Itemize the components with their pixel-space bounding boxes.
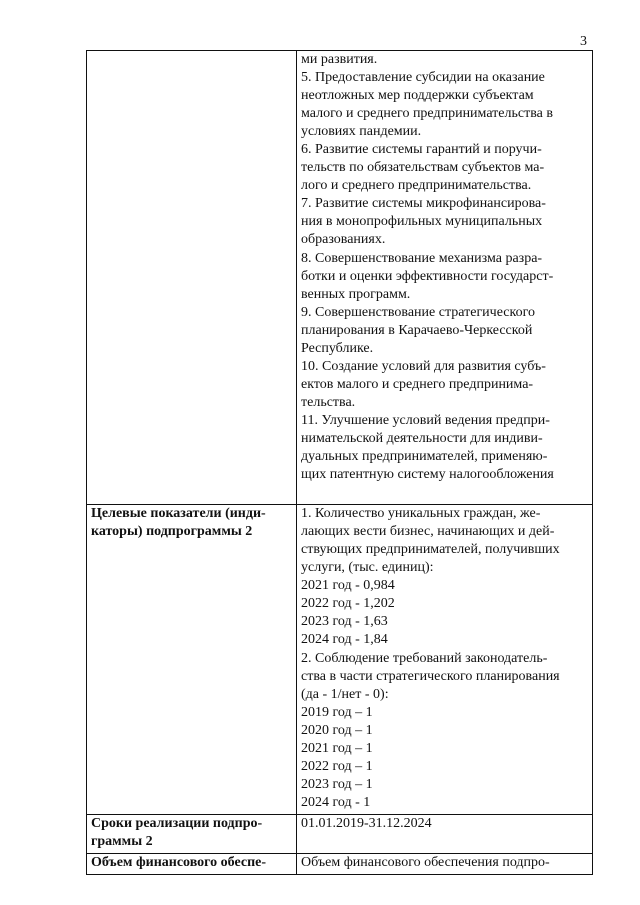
text-line: 2022 год - 1,202 bbox=[301, 596, 395, 612]
text-line: 8. Совершенствование механизма разра- bbox=[301, 250, 543, 266]
label-cell bbox=[87, 51, 297, 505]
text-line: лающих вести бизнес, начинающих и дей- bbox=[301, 524, 555, 540]
text-line: 2023 год - 1,63 bbox=[301, 614, 388, 630]
funding-cell bbox=[297, 854, 593, 875]
text-line: 6. Развитие системы гарантий и поручи- bbox=[301, 142, 542, 158]
text-line: нимательской деятельности для индиви- bbox=[301, 430, 543, 446]
text-line: 2021 год – 1 bbox=[301, 740, 373, 756]
text-line: малого и среднего предпринимательства в bbox=[301, 106, 553, 122]
text-line: 2023 год – 1 bbox=[301, 776, 373, 792]
text-line: венных программ. bbox=[301, 286, 411, 302]
text-line: ектов малого и среднего предпринима- bbox=[301, 376, 534, 392]
label-line: каторы) подпрограммы 2 bbox=[91, 524, 253, 540]
text-line: услуги, (тыс. единиц): bbox=[301, 560, 434, 576]
text-line: Республике. bbox=[301, 340, 374, 356]
text-line: 2019 год – 1 bbox=[301, 704, 373, 720]
table-row-funding bbox=[87, 854, 593, 875]
text-line: неотложных мер поддержки субъектам bbox=[301, 88, 534, 104]
text-line: (да - 1/нет - 0): bbox=[301, 686, 389, 702]
label-line: Объем финансового обеспе- bbox=[91, 855, 267, 871]
text-line: 2020 год – 1 bbox=[301, 722, 373, 738]
text-line: тельства. bbox=[301, 394, 356, 410]
text-line: образованиях. bbox=[301, 232, 386, 248]
text-line: 11. Улучшение условий ведения предпри- bbox=[301, 412, 550, 428]
period-cell bbox=[297, 814, 593, 853]
text-line: 2. Соблюдение требований законодатель- bbox=[301, 650, 548, 666]
funding-label-cell bbox=[87, 854, 297, 875]
text-line: 9. Совершенствование стратегического bbox=[301, 304, 535, 320]
text-line: 10. Создание условий для развития субъ- bbox=[301, 358, 546, 374]
text-line: ми развития. bbox=[301, 52, 378, 67]
text-line: 7. Развитие системы микрофинансирова- bbox=[301, 196, 546, 212]
subprogram-passport-table bbox=[86, 50, 593, 875]
page-number: 3 bbox=[580, 34, 587, 49]
text-line: тельств по обязательствам субъектов ма- bbox=[301, 160, 545, 176]
text-line: ствующих предпринимателей, получивших bbox=[301, 542, 560, 558]
label-line: Целевые показатели (инди- bbox=[91, 506, 266, 522]
tasks-cell bbox=[297, 51, 593, 505]
label-line: граммы 2 bbox=[91, 833, 153, 849]
text-line: Объем финансового обеспечения подпро- bbox=[301, 855, 550, 871]
indicators-label-cell bbox=[87, 505, 297, 815]
text-line: 2022 год – 1 bbox=[301, 758, 373, 774]
text-line: дуальных предпринимателей, применяю- bbox=[301, 449, 548, 465]
spacer bbox=[301, 484, 588, 502]
label-line: Сроки реализации подпро- bbox=[91, 815, 263, 831]
text-line: ства в части стратегического планирования bbox=[301, 668, 560, 684]
text-line: лого и среднего предпринимательства. bbox=[301, 178, 532, 194]
table-row-tasks bbox=[87, 51, 593, 505]
table-row-period bbox=[87, 814, 593, 853]
indicators-cell bbox=[297, 505, 593, 815]
text-line: 5. Предоставление субсидии на оказание bbox=[301, 70, 545, 86]
period-label-cell bbox=[87, 814, 297, 853]
text-line: условиях пандемии. bbox=[301, 124, 422, 140]
text-line: 2021 год - 0,984 bbox=[301, 578, 395, 594]
text-line: планирования в Карачаево-Черкесской bbox=[301, 322, 533, 338]
text-line: 2024 год - 1 bbox=[301, 794, 371, 810]
text-line: ботки и оценки эффективности государст- bbox=[301, 268, 554, 284]
text-line: 2024 год - 1,84 bbox=[301, 632, 388, 648]
table-row-indicators bbox=[87, 505, 593, 815]
text-line: 1. Количество уникальных граждан, же- bbox=[301, 506, 541, 522]
text-line: ния в монопрофильных муниципальных bbox=[301, 214, 543, 230]
text-line: 01.01.2019-31.12.2024 bbox=[301, 815, 432, 831]
text-line: щих патентную систему налогообложения bbox=[301, 467, 554, 483]
